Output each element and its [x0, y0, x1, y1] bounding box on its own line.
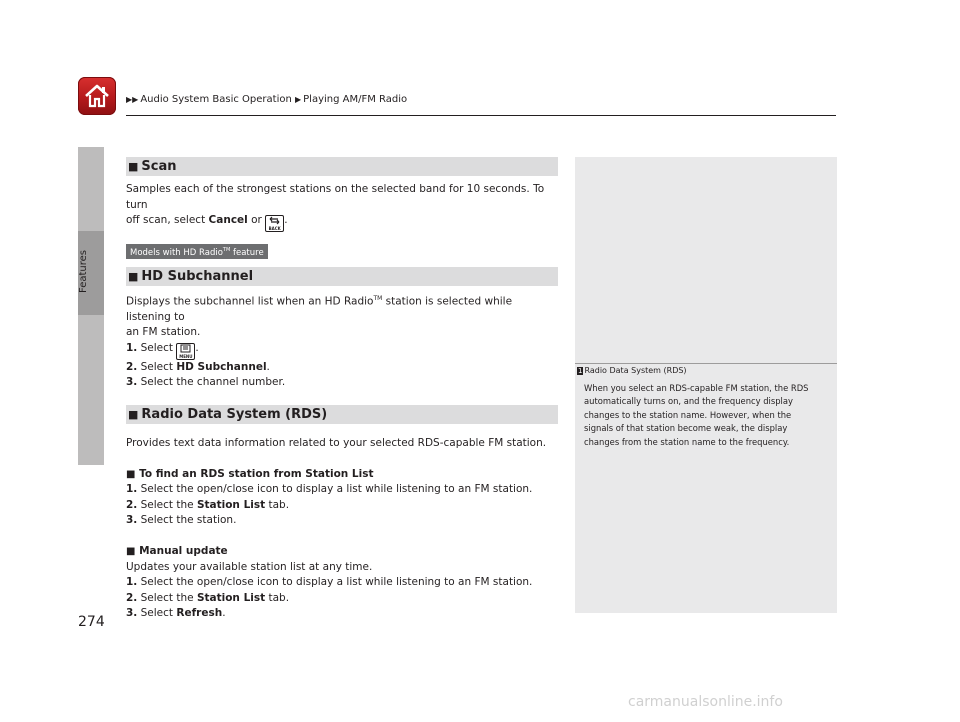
menu-icon: [176, 343, 195, 360]
text-line: Updates your available station list at any time.: [126, 560, 373, 573]
rds-find: [126, 467, 558, 529]
hd-subchannel-label: HD Subchannel: [176, 360, 267, 373]
model-tag-suffix: feature: [230, 248, 264, 259]
square-bullet-icon: ■: [128, 160, 139, 173]
back-icon-caption: BACK: [268, 226, 281, 232]
trademark: TM: [373, 294, 383, 302]
sidebar-label: Features: [78, 250, 89, 293]
step-text: Select the: [137, 591, 197, 604]
note-text: [584, 382, 829, 449]
watermark: carmanualsonline.info: [628, 694, 783, 710]
note-line: When you select an RDS-capable FM station, the RDS: [584, 383, 809, 393]
home-button[interactable]: [78, 77, 116, 115]
square-bullet-icon: ■: [126, 468, 136, 480]
section-title: HD Subchannel: [141, 268, 254, 284]
section-title: Scan: [141, 159, 177, 174]
model-tag: [126, 244, 268, 259]
step-number: 2.: [126, 591, 138, 604]
step-number: 2.: [126, 498, 138, 511]
main-content: [126, 157, 558, 622]
text-fragment: Displays the subchannel list when an HD Radio: [126, 295, 374, 308]
note-line: signals of that station become weak, the display: [584, 423, 788, 434]
note-line: changes from the station name to the frequency.: [584, 436, 790, 447]
note-rule: [575, 363, 837, 364]
note-line: changes to the station name. However, when the: [584, 409, 792, 420]
section-heading-hd: [126, 267, 558, 286]
section-heading-scan: [126, 157, 558, 176]
step-text: Select the open/close icon to display a list while listening to an FM station.: [137, 483, 533, 496]
scan-text: Samples each of the strongest stations on the selected band for 10 seconds. To turn off scan, select Cancel or BACK .: [126, 183, 545, 232]
model-tag-wrap: [126, 244, 558, 260]
step-number: 1.: [126, 341, 138, 354]
breadcrumb-arrow-icon: ▶: [295, 95, 302, 104]
step-text: tab.: [265, 591, 290, 604]
header-rule: [126, 115, 836, 116]
square-bullet-icon: ■: [128, 408, 139, 422]
note-number-icon: 1: [578, 367, 583, 375]
subheading-find: [126, 468, 373, 480]
square-bullet-icon: ■: [128, 269, 139, 283]
text-fragment: or: [247, 214, 266, 227]
step-text: Select: [137, 341, 177, 354]
breadcrumb: [126, 94, 407, 105]
step-text: Select the channel number.: [137, 376, 286, 389]
step-text: Select the: [137, 498, 197, 511]
note-title: [577, 366, 687, 375]
step-number: 3.: [126, 376, 138, 389]
step-number: 3.: [126, 514, 138, 527]
step-text: Select: [137, 360, 177, 373]
step-text: Select the open/close icon to display a list while listening to an FM station.: [137, 576, 533, 589]
text-fragment: off scan, select: [126, 214, 209, 227]
breadcrumb-current[interactable]: Playing AM/FM Radio: [303, 94, 408, 105]
step-text: tab.: [265, 498, 290, 511]
rds-intro: Provides text data information related to your selected RDS-capable FM station.: [126, 437, 547, 450]
menu-icon-caption: MENU: [179, 353, 193, 359]
step-text: Select: [137, 607, 177, 620]
back-icon: [265, 215, 284, 232]
refresh-label: Refresh: [176, 607, 223, 620]
note-title-text: Radio Data System (RDS): [584, 366, 687, 375]
square-bullet-icon: ■: [126, 546, 136, 558]
section-title: Radio Data System (RDS): [141, 407, 328, 423]
section-heading-rds: [126, 405, 558, 424]
station-list-label: Station List: [196, 591, 266, 604]
page-number: 274: [78, 614, 105, 630]
subheading-text: To find an RDS station from Station List: [139, 467, 374, 480]
text-line: an FM station.: [126, 326, 201, 339]
note-line: automatically turns on, and the frequency display: [584, 396, 793, 407]
hd-text: Displays the subchannel list when an HD Radio™ station is selected while listening to an FM station. 1. Select MENU . 2. Select HD Subchannel. 3. Select the channel number.: [126, 294, 513, 389]
step-number: 1.: [126, 483, 138, 496]
sidebar-tab: [78, 147, 104, 231]
trademark: TM: [222, 247, 231, 254]
sidebar-tab: [78, 315, 104, 465]
step-number: 2.: [126, 360, 138, 373]
home-icon: [83, 82, 111, 110]
rds-manual: ■ Manual update Updates your available station list at any time. 1. Select the open/close icon to display a list while listening to an FM station. 2. Select the Station List tab. 3. Select Refresh.: [126, 545, 533, 620]
text-line: Samples each of the strongest stations on the selected band for 10 seconds. To turn: [126, 183, 545, 211]
cancel-label: Cancel: [208, 214, 248, 227]
step-number: 3.: [126, 607, 138, 620]
breadcrumb-arrow-icon: ▶▶: [126, 95, 139, 104]
text-fragment: station is selected while listening to: [126, 295, 513, 323]
subheading-manual: [126, 545, 228, 557]
subheading-text: Manual update: [139, 545, 228, 558]
step-text: Select the station.: [137, 514, 237, 527]
step-number: 1.: [126, 576, 138, 589]
station-list-label: Station List: [196, 498, 266, 511]
model-tag-text: Models with HD Radio: [130, 248, 223, 259]
breadcrumb-parent[interactable]: Audio System Basic Operation: [140, 94, 292, 105]
